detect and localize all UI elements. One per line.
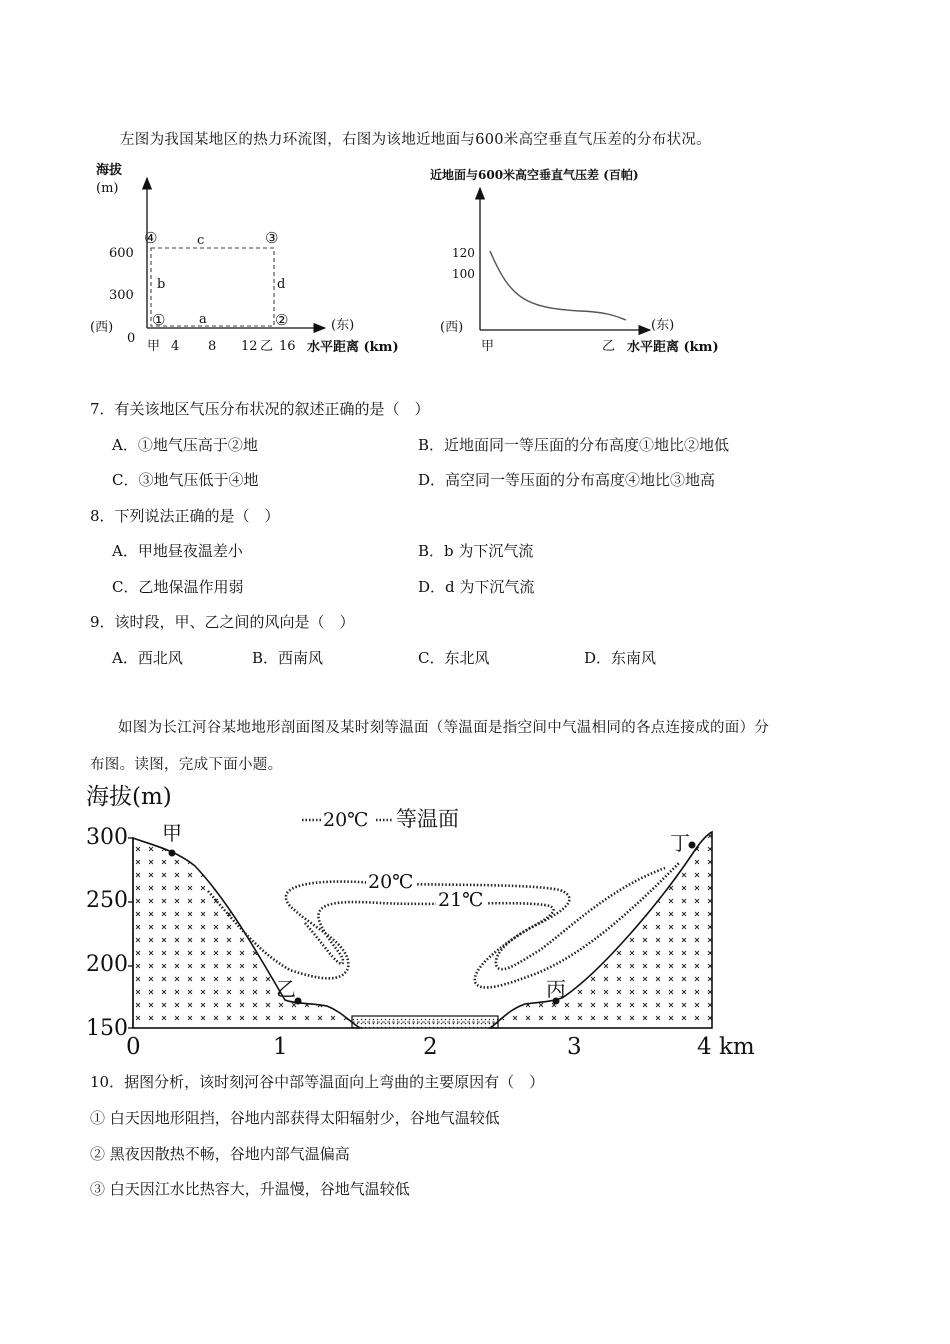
q8-option-a[interactable]: A．甲地昼夜温差小 xyxy=(112,542,243,560)
intro-text-2-line2: 布图。读图，完成下面小题。 xyxy=(90,757,283,773)
fig3-xtick-0: 0 xyxy=(126,1034,141,1060)
q8-option-b[interactable]: B．b 为下沉气流 xyxy=(418,542,534,560)
thermal-circulation-figure xyxy=(85,158,435,363)
fig1-edge-d: d xyxy=(277,277,286,292)
q7-stem: 7．有关该地区气压分布状况的叙述正确的是（ ） xyxy=(90,400,430,418)
q10-stem: 10．据图分析，该时刻河谷中部等温面向上弯曲的主要原因有（ ） xyxy=(90,1073,545,1091)
fig1-circulation-loop xyxy=(151,248,274,326)
q9-option-c[interactable]: C．东北风 xyxy=(418,649,490,667)
q7-option-d[interactable]: D．高空同一等压面的分布高度④地比③地高 xyxy=(418,471,716,489)
q10-statement-1: ① 白天因地形阻挡，谷地内部获得太阳辐射少，谷地气温较低 xyxy=(90,1109,500,1127)
fig3-xtick-1: 1 xyxy=(273,1034,288,1060)
fig3-xtick-3: 3 xyxy=(567,1034,582,1060)
fig1-xtick-4: 4 xyxy=(171,339,180,354)
fig1-xtick-12: 12 xyxy=(241,339,258,354)
intro-text-1: 左图为我国某地区的热力环流图，右图为该地近地面与600米高空垂直气压差的分布状况。 xyxy=(120,132,711,148)
fig3-legend-temp: 20℃ xyxy=(323,809,369,831)
fig1-edge-a: a xyxy=(199,312,207,327)
fig3-right-terrain xyxy=(490,832,712,1028)
fig2-xtick-yi: 乙 xyxy=(602,339,616,354)
valley-isotherm-figure xyxy=(80,778,770,1063)
fig2-xlabel: 水平距离 (km) xyxy=(627,340,719,355)
q8-stem: 8．下列说法正确的是（ ） xyxy=(90,507,280,525)
fig3-xtick-2: 2 xyxy=(423,1034,438,1060)
q7-option-c[interactable]: C．③地气压低于④地 xyxy=(112,471,259,489)
q7-option-a[interactable]: A．①地气压高于②地 xyxy=(112,436,258,454)
fig1-point-2: ② xyxy=(275,311,289,329)
fig1-xtick-8: 8 xyxy=(208,339,217,354)
fig1-ytick-600: 600 xyxy=(109,246,134,261)
q10-statement-2: ② 黑夜因散热不畅，谷地内部气温偏高 xyxy=(90,1145,350,1163)
fig3-place-jia: 甲 xyxy=(162,821,182,845)
fig1-west-label: (西) xyxy=(90,320,114,335)
fig3-ytick-150: 150 xyxy=(86,1016,128,1041)
fig3-ytick-300: 300 xyxy=(86,825,128,850)
q8-option-c[interactable]: C．乙地保温作用弱 xyxy=(112,578,244,596)
q9-option-b[interactable]: B．西南风 xyxy=(252,649,324,667)
fig3-label-21c: 21℃ xyxy=(438,889,484,911)
q9-stem: 9．该时段，甲、乙之间的风向是（ ） xyxy=(90,613,355,631)
fig3-ytick-200: 200 xyxy=(86,952,128,977)
fig2-west-label: (西) xyxy=(440,320,464,335)
fig3-legend-text: 等温面 xyxy=(396,807,459,831)
fig1-ylabel: 海拔 xyxy=(96,163,123,178)
fig1-xtick-16: 16 xyxy=(279,339,296,354)
fig1-point-3: ③ xyxy=(265,229,279,247)
fig1-ytick-300: 300 xyxy=(109,288,134,303)
fig1-edge-b: b xyxy=(157,277,166,292)
fig3-xtick-4km: 4 km xyxy=(697,1034,755,1060)
fig2-pressure-curve xyxy=(490,251,626,320)
fig1-ylabel-unit: (m) xyxy=(96,181,119,196)
fig1-xlabel: 水平距离 (km) xyxy=(307,340,399,355)
fig2-title: 近地面与600米高空垂直气压差 (百帕) xyxy=(430,168,639,182)
fig1-xtick-yi: 乙 xyxy=(260,339,274,354)
fig3-place-ding: 丁 xyxy=(670,831,690,855)
fig3-label-20c: 20℃ xyxy=(368,871,414,893)
fig2-ytick-120: 120 xyxy=(452,246,475,260)
fig3-ytick-250: 250 xyxy=(86,888,128,913)
intro-text-2-line1: 如图为长江河谷某地地形剖面图及某时刻等温面（等温面是指空间中气温相同的各点连接成的面）分 xyxy=(118,720,770,736)
fig2-east-label: (东) xyxy=(651,318,675,333)
fig1-edge-c: c xyxy=(197,233,205,248)
fig1-ytick-0: 0 xyxy=(127,331,136,346)
q10-statement-3: ③ 白天因江水比热容大，升温慢，谷地气温较低 xyxy=(90,1180,410,1198)
fig2-ytick-100: 100 xyxy=(452,267,475,281)
fig3-place-yi: 乙 xyxy=(276,977,296,1001)
q8-option-d[interactable]: D．d 为下沉气流 xyxy=(418,578,535,596)
fig3-ylabel: 海拔(m) xyxy=(86,784,172,810)
fig3-place-bing: 丙 xyxy=(546,977,566,1001)
pressure-difference-figure xyxy=(430,158,770,363)
fig1-east-label: (东) xyxy=(331,318,355,333)
q9-option-d[interactable]: D．东南风 xyxy=(584,649,657,667)
q7-option-b[interactable]: B．近地面同一等压面的分布高度①地比②地低 xyxy=(418,436,730,454)
fig1-point-1: ① xyxy=(152,311,166,329)
fig2-xtick-jia: 甲 xyxy=(481,339,495,354)
fig3-point-jia xyxy=(169,850,176,857)
fig1-point-4: ④ xyxy=(144,229,158,247)
fig1-xtick-jia: 甲 xyxy=(147,339,161,354)
q9-option-a[interactable]: A．西北风 xyxy=(112,649,183,667)
